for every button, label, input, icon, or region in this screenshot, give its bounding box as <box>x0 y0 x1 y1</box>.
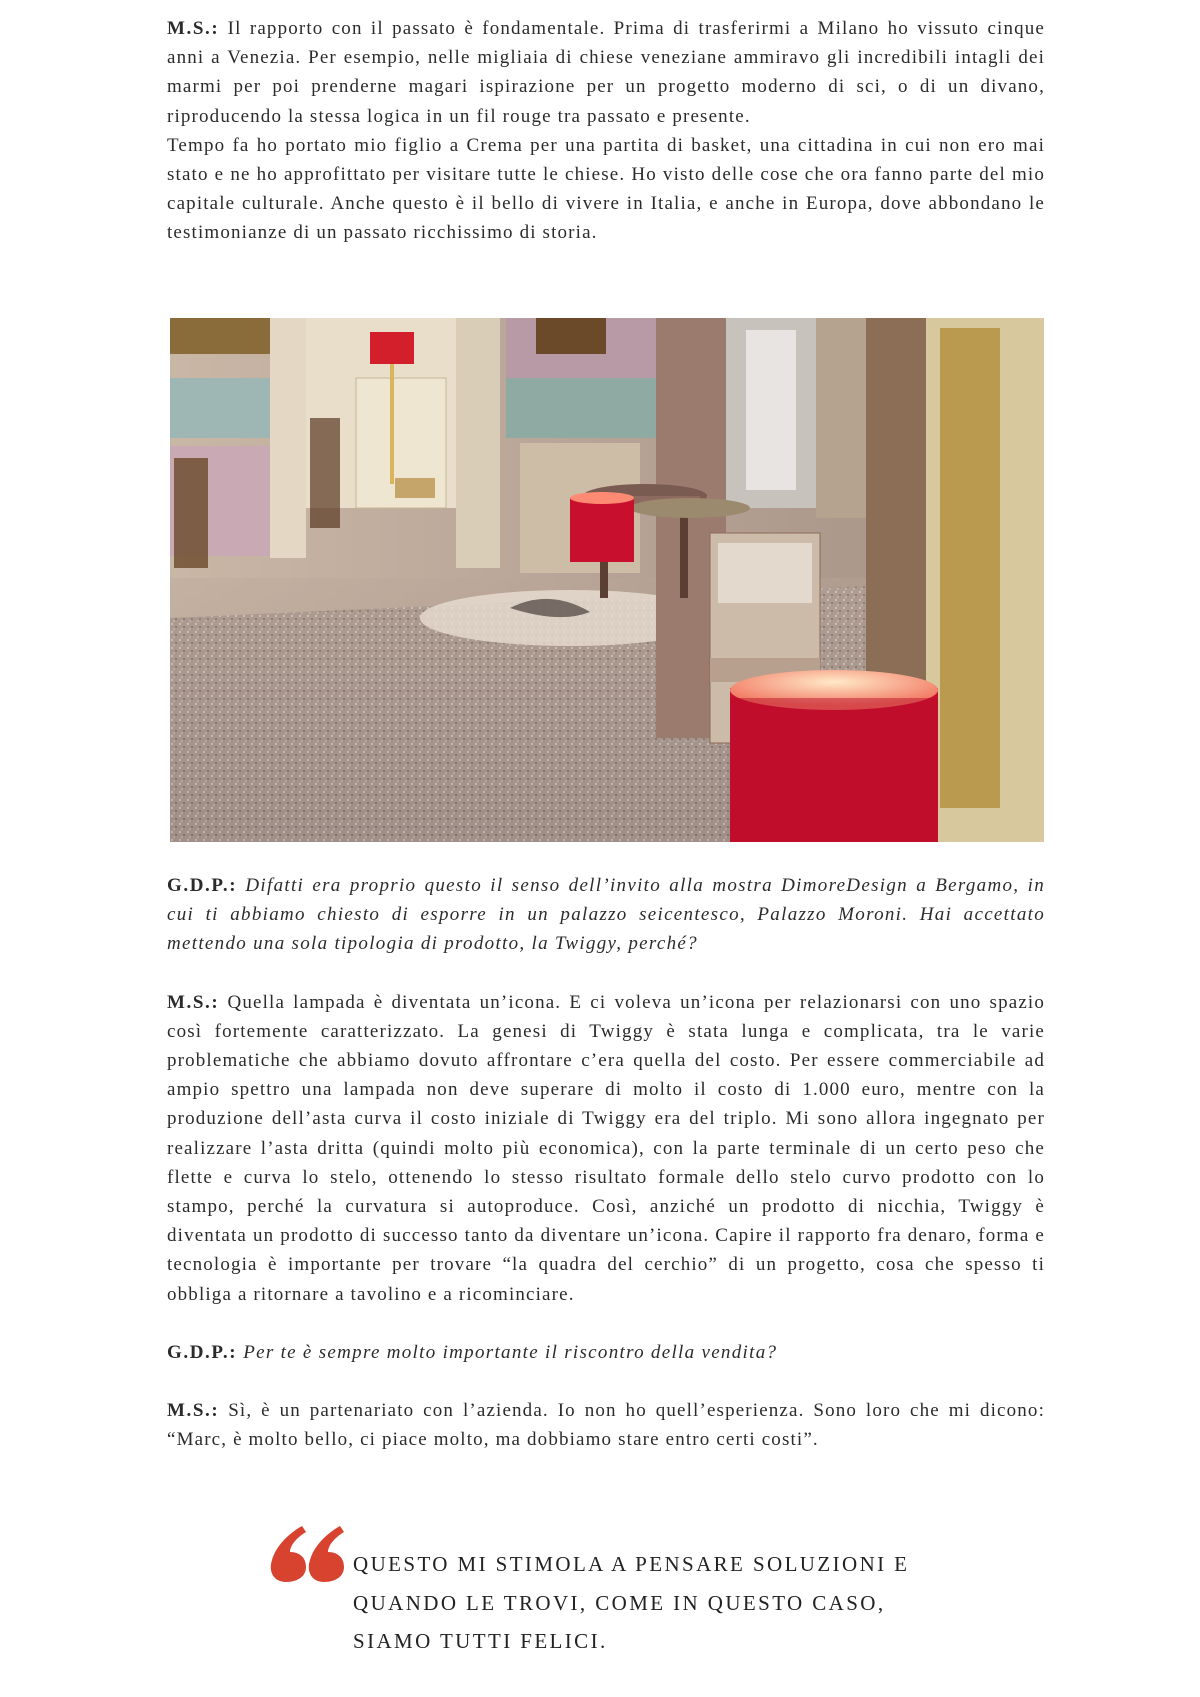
question-text: Per te è sempre molto importante il riscontro della vendita? <box>237 1341 778 1363</box>
paragraph-gdp-1 <box>167 871 1045 959</box>
quote-mark-icon <box>268 1520 348 1590</box>
interior-photo <box>170 318 1044 842</box>
pull-quote-line: SIAMO TUTTI FELICI. <box>353 1629 608 1653</box>
paragraph-text: Sì, è un partenariato con l’azienda. Io non ho quell’esperienza. Sono loro che mi dicono: “Marc, è molto bello, ci piace molto, ma dobbiamo stare entro certi costi”. <box>167 1400 1045 1451</box>
pull-quote-line: QUESTO MI STIMOLA A PENSARE SOLUZIONI E <box>353 1552 910 1576</box>
speaker-label: M.S.: <box>167 991 220 1013</box>
pull-quote <box>353 1545 993 1661</box>
speaker-label: G.D.P.: <box>167 1341 238 1363</box>
speaker-label: G.D.P.: <box>167 875 238 896</box>
paragraph-text: Tempo fa ho portato mio figlio a Crema per una partita di basket, una cittadina in cui non ero mai stato e ne ho approfittato per visitare tutte le chiese. Ho visto delle cose che ora fanno parte del mio capitale culturale. Anche questo è il bello di vivere in Italia, e anche in Europa, dove abbondano le testimonianze di un passato ricchissimo di storia. <box>167 134 1045 244</box>
text-block-bottom <box>167 871 1045 1454</box>
paragraph-ms-1 <box>167 14 1045 131</box>
paragraph-gdp-2 <box>167 1338 1045 1367</box>
speaker-label: M.S.: <box>167 18 220 39</box>
paragraph-ms-2 <box>167 131 1045 248</box>
paragraph-text: Il rapporto con il passato è fondamentale. Prima di trasferirmi a Milano ho vissuto cinque anni a Venezia. Per esempio, nelle migliaia di chiese veneziane ammiravo gli incredibili intagli dei marmi per poi prenderne magari ispirazione per un progetto moderno di sci, o di un divano, riproducendo la stessa logica in un fil rouge tra passato e presente. <box>167 18 1045 127</box>
paragraph-ms-3 <box>167 988 1045 1309</box>
paragraph-ms-4 <box>167 1396 1045 1454</box>
pull-quote-line: QUANDO LE TROVI, COME IN QUESTO CASO, <box>353 1590 886 1615</box>
question-text: Difatti era proprio questo il senso dell’invito alla mostra DimoreDesign a Bergamo, in cui ti abbiamo chiesto di esporre in un palazzo seicentesco, Palazzo Moroni. Hai accettato mettendo una sola tipologia di prodotto, la Twiggy, perché? <box>167 875 1045 955</box>
paragraph-text: Quella lampada è diventata un’icona. E ci voleva un’icona per relazionarsi con uno spazio così fortemente caratterizzato. La genesi di Twiggy è stata lunga e complicata, tra le varie problematiche che abbiamo dovuto affrontare c’era quella del costo. Per essere commerciabile ad ampio spettro una lampada non deve superare di molto il costo di 1.000 euro, mentre con la produzione dell’asta curva il costo iniziale di Twiggy era del triplo. Mi sono allora ingegnato per realizzare l’asta dritta (quindi molto più economica), con la parte terminale di un certo peso che flette e curva lo stelo, ottenendo lo stesso risultato formale dello stelo curvo prodotto con lo stampo, perché la curvatura si autoproduce. Così, anziché un prodotto di nicchia, Twiggy è diventata un prodotto di successo tanto da diventare un’icona. Capire il rapporto fra denaro, forma e tecnologia è importante per trovare “la quadra del cerchio” di un progetto, cosa che spesso ti obbliga a ritornare a tavolino e a ricominciare. <box>167 991 1045 1305</box>
palazzo-interior-illustration <box>170 318 1044 842</box>
text-block-top <box>167 14 1045 248</box>
speaker-label: M.S.: <box>167 1400 220 1422</box>
